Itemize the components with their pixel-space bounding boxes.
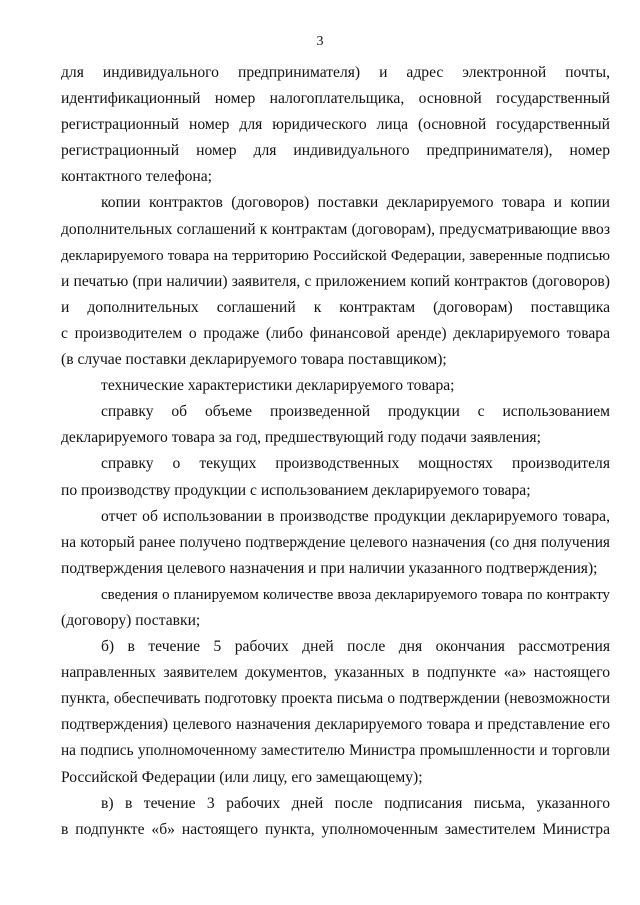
text-line: (договору) поставки; (61, 611, 201, 629)
text-line: сведения о планируемом количестве ввоза декларируемого товара по контракту (101, 586, 610, 603)
text-line: в) в течение 3 рабочих дней после подписания письма, указанного (101, 794, 610, 812)
text-line: по производству продукции с использованием декларируемого товара; (61, 481, 531, 499)
text-line: контактного телефона; (61, 168, 213, 186)
text-line: (в случае поставки декларируемого товара поставщиком); (61, 351, 447, 369)
text-line: декларируемого товара на территорию Российской Федерации, заверенные подписью (61, 247, 610, 264)
text-line: отчет об использовании в производстве продукции декларируемого товара, (101, 507, 610, 525)
text-line: направленных заявителем документов, указанных в подпункте «а» настоящего (61, 664, 610, 682)
text-line: на который ранее получено подтверждение целевого назначения (со дня получения (61, 533, 610, 551)
text-line: справку о текущих производственных мощностях производителя (101, 455, 610, 473)
text-line: для индивидуального предпринимателя) и адрес электронной почты, (61, 64, 610, 81)
text-line: технические характеристики декларируемого товара; (101, 377, 455, 395)
text-line: дополнительных соглашений к контрактам (договорам), предусматривающие ввоз (61, 220, 610, 238)
text-line: декларируемого товара за год, предшествующий году подачи заявления; (61, 429, 541, 447)
text-line: и печатью (при наличии) заявителя, с приложением копий контрактов (договоров) (61, 272, 610, 290)
text-line: идентификационный номер налогоплательщика, основной государственный (61, 90, 610, 108)
text-line: справку об объеме произведенной продукции с использованием (101, 403, 610, 421)
text-line: подтверждения целевого назначения и при наличии указанного подтверждения); (61, 559, 598, 577)
text-line: в подпункте «б» настоящего пункта, уполномоченным заместителем Министра (61, 820, 610, 838)
text-line: пункта, обеспечивать подготовку проекта письма о подтверждении (невозможности (61, 690, 610, 708)
text-line: регистрационный номер для юридического лица (основной государственный (61, 116, 610, 134)
text-line: копии контрактов (договоров) поставки декларируемого товара и копии (101, 194, 610, 212)
text-line: на подпись уполномоченному заместителю Министра промышленности и торговли (61, 742, 610, 760)
text-line: регистрационный номер для индивидуального предпринимателя), номер (61, 142, 610, 160)
page-number: 3 (316, 34, 324, 49)
text-line: б) в течение 5 рабочих дней после дня окончания рассмотрения (101, 638, 610, 656)
document-body (61, 60, 610, 843)
text-line: подтверждения) целевого назначения декларируемого товара и представление его (61, 716, 610, 734)
text-line: и дополнительных соглашений к контрактам (договорам) поставщика (61, 298, 610, 316)
text-line: с производителем о продаже (либо финансовой аренде) декларируемого товара (61, 324, 610, 342)
text-line: Российской Федерации (или лицу, его замещающему); (61, 768, 423, 786)
